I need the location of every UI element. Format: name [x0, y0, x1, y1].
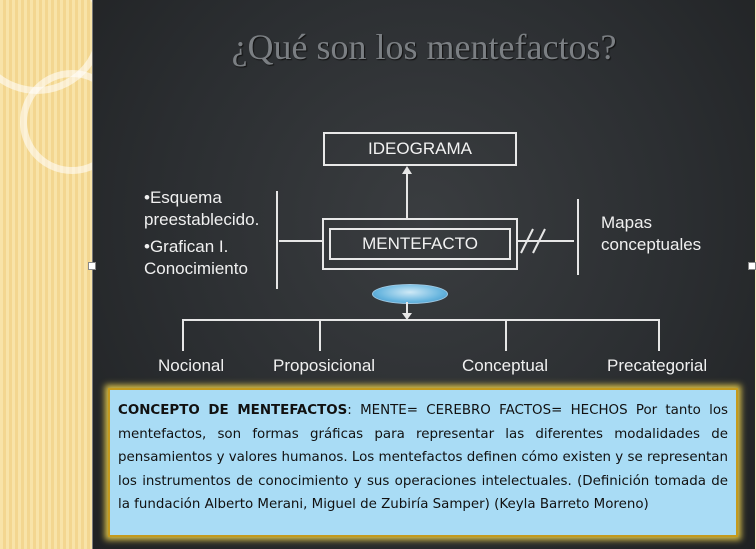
resize-handle-right[interactable]: [748, 262, 756, 270]
right-note-line: Mapas: [601, 213, 653, 232]
tree-branch-line: [505, 319, 507, 351]
exclusion-slashes-icon: [513, 225, 553, 257]
tree-branch-line: [182, 319, 184, 351]
category-conceptual: Conceptual: [462, 356, 549, 375]
concept-text-box[interactable]: [108, 388, 738, 537]
category-precategorial: Precategorial: [607, 356, 708, 375]
tree-branch-line: [658, 319, 660, 351]
tree-horizontal-line: [182, 319, 660, 321]
connector-line: [276, 191, 278, 289]
concept-heading: CONCEPTO DE MENTEFACTOS: [118, 403, 348, 418]
resize-handle-left[interactable]: [88, 262, 96, 270]
connector-line: [279, 240, 322, 242]
right-notes: [601, 212, 701, 256]
ideograma-label: IDEOGRAMA: [368, 139, 472, 158]
left-notes: [144, 187, 259, 280]
left-note-line: •Grafican I.: [144, 237, 229, 256]
left-note-line: Conocimiento: [144, 259, 248, 278]
left-note-line: preestablecido.: [144, 210, 260, 229]
ideograma-box: [323, 132, 517, 166]
mentefacto-label: MENTEFACTO: [362, 234, 478, 253]
left-note-line: •Esquema: [144, 188, 222, 207]
tree-branch-line: [319, 319, 321, 351]
category-proposicional: Proposicional: [273, 356, 376, 375]
right-note-line: conceptuales: [601, 235, 702, 254]
slide-title: ¿Qué son los mentefactos?: [231, 27, 617, 67]
concept-body: : MENTE= CEREBRO FACTOS= HECHOS Por tanto los mentefactos, son formas gráficas para representar las diferentes modalidades de pensamientos y valores humanos. Los mentefactos definen cómo existen y se representan los instrumentos de conocimiento y sus operaciones intelectuales. (Definición tomada de la fundación Alberto Merani, Miguel de Zubiría Samper) (Keyla Barreto Moreno): [118, 403, 728, 512]
connector-line: [406, 172, 408, 220]
mentefacto-box: [329, 228, 511, 260]
decorative-background: [0, 0, 92, 549]
category-nocional: Nocional: [158, 356, 225, 375]
oval-node-icon: [372, 284, 448, 304]
arrow-up-icon: [402, 166, 412, 174]
connector-line: [577, 199, 579, 275]
